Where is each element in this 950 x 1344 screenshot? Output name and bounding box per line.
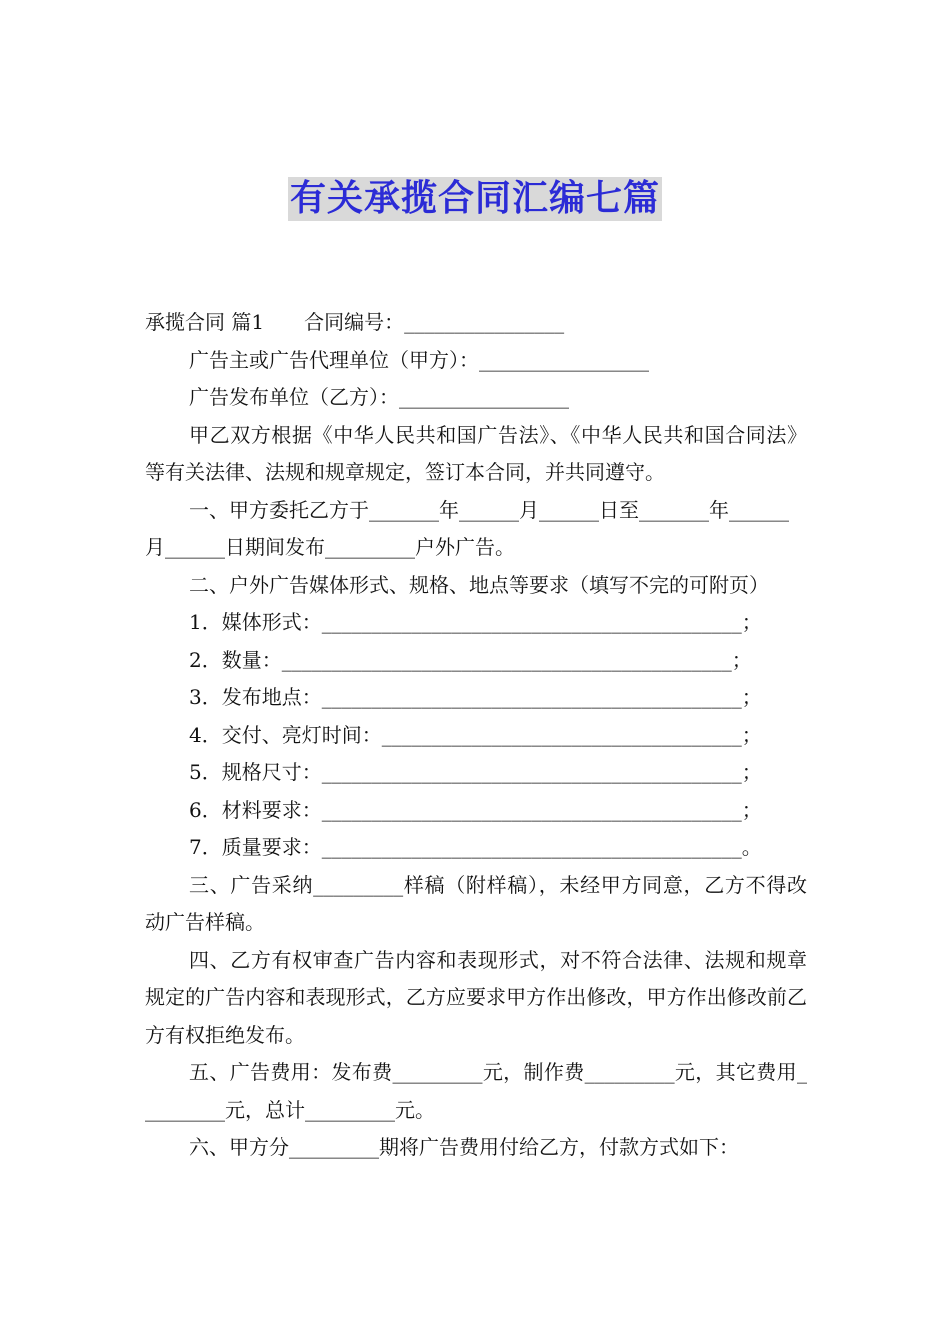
document-title-wrap <box>0 177 950 221</box>
list-item-dimensions: 5．规格尺寸：__________________________________________； <box>189 760 762 784</box>
clause-4-paragraph: 四、乙方有权审查广告内容和表现形式，对不符合法律、法规和规章规定的广告内容和表现形式，乙方应要求甲方作出修改，甲方作出修改前乙方有权拒绝发布。 <box>145 947 807 1047</box>
party-b-line: 广告发布单位（乙方）：_________________ <box>189 385 569 409</box>
list-item-media-form: 1．媒体形式：__________________________________________； <box>189 610 762 634</box>
party-a-line: 广告主或广告代理单位（甲方）：_________________ <box>189 347 649 372</box>
clause-3-paragraph: 三、广告采纳_________样稿（附样稿），未经甲方同意，乙方不得改动广告样稿。 <box>145 872 807 934</box>
document-title: 有关承揽合同汇编七篇 <box>289 178 660 219</box>
list-item-delivery-time: 4．交付、亮灯时间：____________________________________； <box>189 722 762 747</box>
clause-1-paragraph: 一、甲方委托乙方于_______年______月______日至_______年______月______日期间发布_________户外广告。 <box>145 497 789 559</box>
list-item-quality: 7．质量要求：__________________________________________。 <box>189 835 762 859</box>
contract-heading-line: 承揽合同 篇1 合同编号：________________ <box>145 310 565 334</box>
clause-6-paragraph: 六、甲方分_________期将广告费用付给乙方，付款方式如下： <box>189 1135 739 1159</box>
list-item-location: 3．发布地点：__________________________________________； <box>189 685 762 709</box>
list-item-quantity: 2．数量：_____________________________________________； <box>189 647 752 672</box>
clause-5-paragraph: 五、广告费用：发布费_________元，制作费_________元，其它费用_________元，总计_________元。 <box>145 1060 807 1122</box>
document-body <box>145 304 807 1167</box>
preamble-paragraph: 甲乙双方根据《中华人民共和国广告法》、《中华人民共和国合同法》等有关法律、法规和规章规定，签订本合同，并共同遵守。 <box>145 422 807 484</box>
clause-2-paragraph: 二、户外广告媒体形式、规格、地点等要求（填写不完的可附页） <box>189 572 769 597</box>
list-item-materials: 6．材料要求：__________________________________________； <box>189 797 762 822</box>
